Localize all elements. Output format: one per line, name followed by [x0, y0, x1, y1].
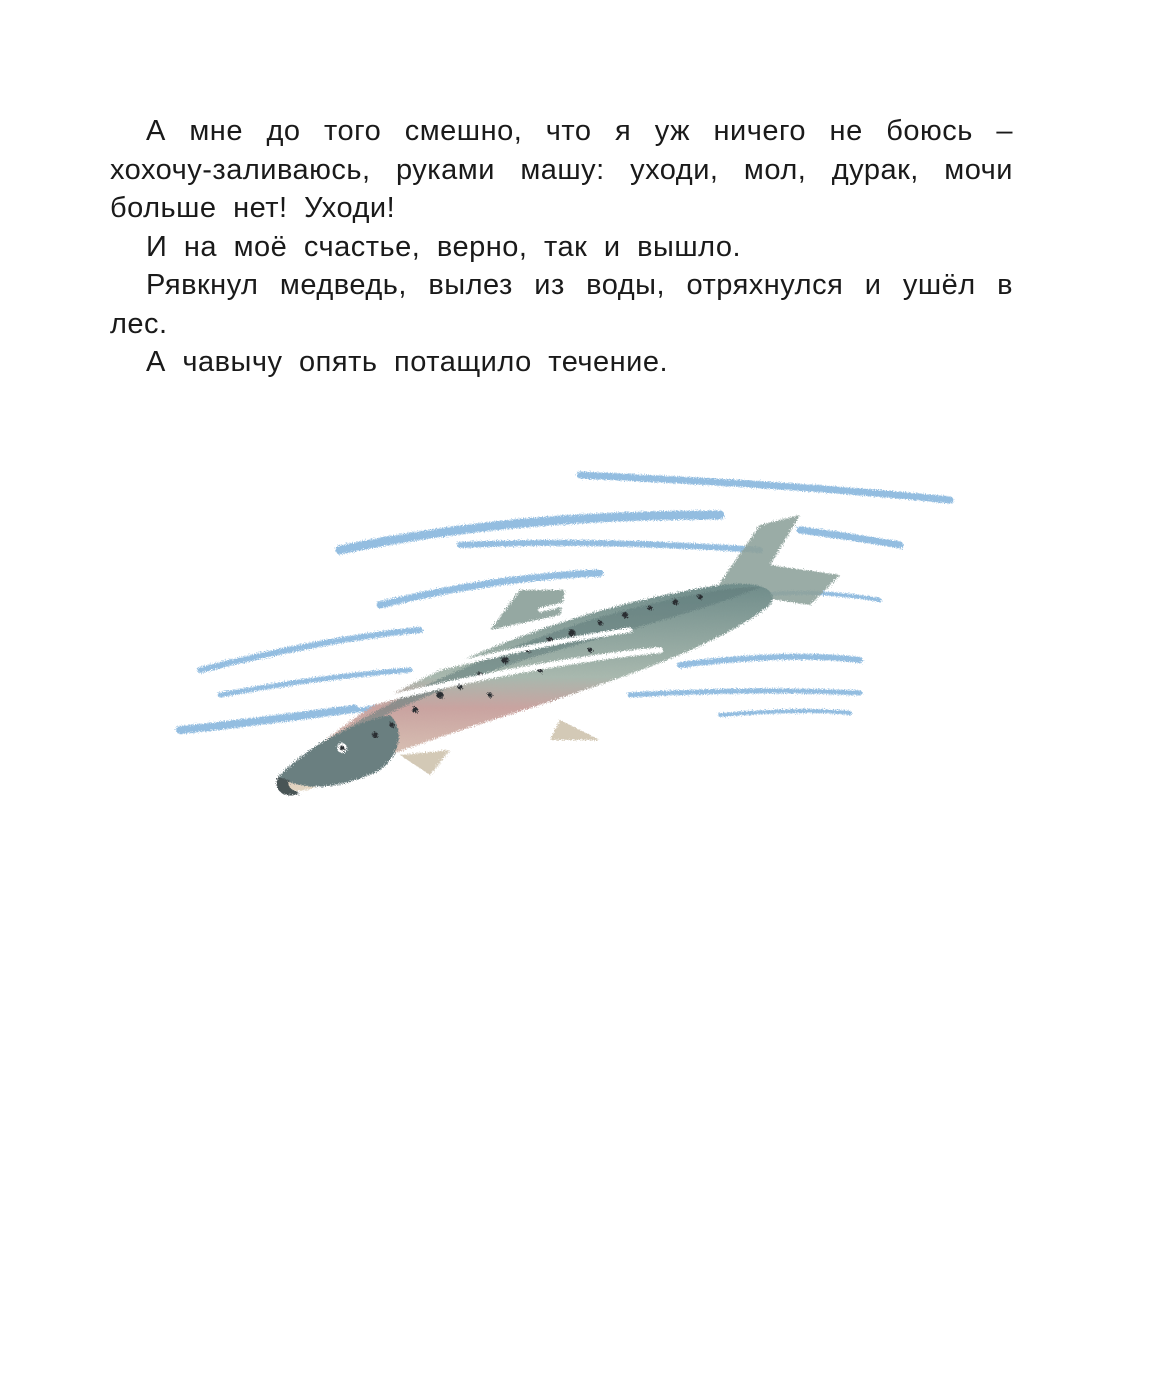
paragraph-2: И на моё счастье, верно, так и вышло. [146, 230, 742, 263]
paragraph-1: А мне до того смешно, что я уж ничего не боюсь – хохочу-заливаюсь, руками машу: уходи, мол, дурак, мочи больше нет! Уходи! [110, 115, 1013, 224]
salmon-in-stream-icon [160, 455, 960, 815]
paragraph-4: А чавычу опять потащило течение. [146, 346, 669, 378]
paragraph-3: Рявкнул медведь, вылез из воды, отряхнулся и ушёл в лес. [110, 269, 1013, 340]
salmon-illustration [160, 455, 960, 815]
story-text [110, 112, 1013, 382]
